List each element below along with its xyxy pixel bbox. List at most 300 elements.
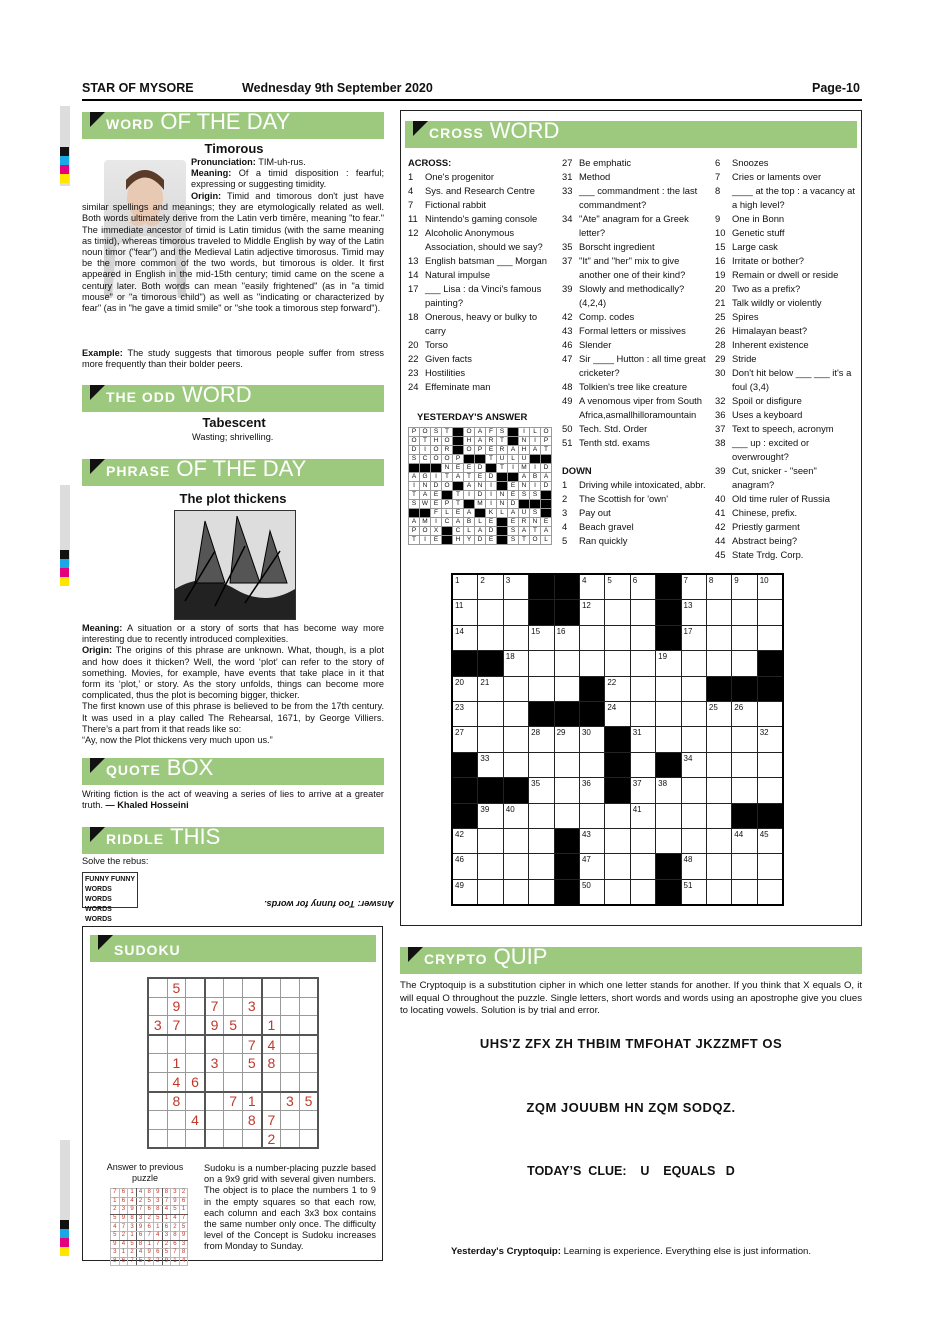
answer-cell: 6 [162,1223,171,1232]
answer-cell: I [530,437,541,446]
crossword-cell[interactable] [656,828,681,853]
crossword-cell[interactable] [630,803,655,828]
crossword-cell[interactable] [732,574,757,600]
sudoku-cell[interactable] [299,1072,318,1091]
sudoku-cell[interactable] [242,1072,261,1091]
crossword-cell[interactable] [706,778,731,803]
crossword-cell[interactable] [529,676,554,701]
sudoku-cell[interactable] [148,1072,167,1091]
crossword-cell[interactable] [732,828,757,853]
crossword-cell[interactable] [656,651,681,676]
clue-item [562,240,707,254]
clue-item [562,492,707,506]
sudoku-cell[interactable]: 3 [281,1092,300,1111]
answer-cell: 6 [145,1223,154,1232]
crossword-cell[interactable] [579,625,604,650]
crossword-cell[interactable] [503,600,528,625]
sudoku-cell[interactable] [148,1111,167,1130]
crossword-cell[interactable] [503,879,528,905]
crossword-cell [554,854,579,879]
crossword-cell[interactable] [452,600,478,625]
crossword-cell[interactable] [605,879,630,905]
crossword-cell[interactable] [656,701,681,726]
answer-cell: T [453,491,464,500]
crossword-cell[interactable] [478,727,503,752]
crossword-cell[interactable] [579,778,604,803]
answer-cell: P [442,500,453,509]
riddle-answer: Answer: Too funny for words. [264,899,394,909]
crossword-cell[interactable] [579,854,604,879]
answer-cell: M [475,500,486,509]
answer-cell: M [420,518,431,527]
sudoku-cell[interactable] [205,1072,224,1091]
crossword-cell[interactable] [681,727,706,752]
crossword-cell[interactable] [757,778,783,803]
sudoku-grid[interactable] [147,977,319,1149]
answer-cell: S [508,536,519,545]
sudoku-cell[interactable] [148,1092,167,1111]
crossword-cell[interactable] [478,676,503,701]
answer-cell: O [431,455,442,464]
crossword-cell[interactable] [554,625,579,650]
crossword-cell[interactable] [757,828,783,853]
crossword-cell [452,651,478,676]
crossword-cell[interactable] [706,854,731,879]
answer-cell: O [420,527,431,536]
clue-number: 14 [408,269,419,280]
sudoku-cell[interactable] [299,1111,318,1130]
crossword-cell[interactable] [503,828,528,853]
crossword-cell[interactable] [452,828,478,853]
crossword-cell[interactable] [732,651,757,676]
sudoku-cell[interactable] [262,978,281,997]
sudoku-cell[interactable] [167,1129,186,1148]
crossword-cell[interactable] [529,727,554,752]
sudoku-cell[interactable] [186,997,205,1016]
crossword-cell[interactable] [630,625,655,650]
crossword-cell[interactable] [656,727,681,752]
crossword-cell[interactable] [529,854,554,879]
cell-number: 51 [683,880,693,890]
sudoku-cell[interactable] [186,1129,205,1148]
crossword-cell[interactable] [452,727,478,752]
sudoku-cell[interactable] [281,1072,300,1091]
crossword-cell[interactable] [681,803,706,828]
answer-cell: 6 [119,1189,128,1198]
sudoku-cell[interactable]: 2 [262,1129,281,1148]
answer-cell: O [420,428,431,437]
crossword-cell[interactable] [630,676,655,701]
crossword-cell [656,752,681,777]
crossword-cell[interactable] [605,854,630,879]
sudoku-cell[interactable] [148,978,167,997]
clue-item [562,254,707,282]
sudoku-cell[interactable] [281,978,300,997]
sudoku-cell[interactable] [205,978,224,997]
crossword-cell[interactable] [529,803,554,828]
sudoku-cell[interactable] [281,1111,300,1130]
clue-number: 27 [562,157,573,168]
sudoku-cell[interactable]: 8 [167,1092,186,1111]
crossword-cell[interactable] [503,676,528,701]
clue-number: 20 [408,339,419,350]
clue-item [562,380,707,394]
sudoku-cell[interactable] [299,1016,318,1035]
sudoku-cell[interactable] [167,1111,186,1130]
answer-cell: N [497,491,508,500]
clue-number: 2 [562,493,568,504]
answer-cell [442,536,453,545]
crossword-cell[interactable] [681,574,706,600]
crossword-cell[interactable] [605,828,630,853]
sudoku-cell[interactable] [224,1072,243,1091]
sudoku-cell[interactable]: 9 [205,1016,224,1035]
crossword-cell[interactable] [681,879,706,905]
crossword-cell[interactable] [452,701,478,726]
sudoku-cell[interactable]: 4 [186,1111,205,1130]
sudoku-cell[interactable] [299,997,318,1016]
crossword-cell [656,574,681,600]
crossword-cell[interactable] [554,727,579,752]
sudoku-cell[interactable] [281,997,300,1016]
crossword-cell[interactable] [630,879,655,905]
sudoku-cell[interactable]: 5 [167,978,186,997]
crossword-cell[interactable] [605,625,630,650]
clue-number: 4 [562,521,568,532]
answer-cell: E [431,491,442,500]
crossword-cell[interactable] [605,701,630,726]
answer-cell [497,473,508,482]
crossword-cell[interactable] [452,854,478,879]
crossword-cell[interactable] [529,828,554,853]
crossword-cell[interactable] [579,828,604,853]
sudoku-cell[interactable]: 8 [262,1054,281,1073]
crossword-cell[interactable] [503,701,528,726]
crossword-cell[interactable] [605,676,630,701]
sudoku-cell[interactable] [224,1054,243,1073]
crossword-cell[interactable] [579,600,604,625]
crossword-cell[interactable] [478,701,503,726]
answer-cell: 4 [162,1206,171,1215]
sudoku-cell[interactable] [224,1111,243,1130]
answer-cell: R [442,446,453,455]
sudoku-cell[interactable] [299,1129,318,1148]
cell-number: 31 [632,728,642,738]
crossword-cell[interactable] [554,752,579,777]
clue-text: Stride [732,353,757,364]
sudoku-cell[interactable] [205,1129,224,1148]
sudoku-cell[interactable] [262,1072,281,1091]
sudoku-cell[interactable]: 7 [262,1111,281,1130]
clue-number: 5 [562,535,568,546]
clue-number: 22 [408,353,419,364]
sudoku-cell[interactable] [242,1129,261,1148]
sudoku-cell[interactable] [148,1054,167,1073]
crossword-cell[interactable] [478,600,503,625]
answer-cell: E [431,536,442,545]
crossword-cell[interactable] [503,625,528,650]
sudoku-cell[interactable] [242,1016,261,1035]
crossword-cell[interactable] [706,727,731,752]
crossword-cell[interactable] [478,803,503,828]
crossword-cell[interactable] [630,828,655,853]
crossword-cell[interactable] [605,574,630,600]
answer-cell: A [475,437,486,446]
crossword-cell[interactable] [478,625,503,650]
crossword-cell[interactable] [478,752,503,777]
answer-cell: B [464,518,475,527]
crossword-cell[interactable] [681,701,706,726]
answer-cell: B [530,473,541,482]
crossword-cell[interactable] [732,727,757,752]
answer-cell: P [409,527,420,536]
crossword-cell[interactable] [579,879,604,905]
crossword-cell[interactable] [757,854,783,879]
crossword-cell[interactable] [706,625,731,650]
crossword-cell[interactable] [579,574,604,600]
color-registration-mark [60,550,69,586]
crossword-cell[interactable] [630,727,655,752]
crossword-grid[interactable] [451,573,784,906]
crossword-cell[interactable] [478,854,503,879]
clue-number: 6 [715,157,721,168]
sudoku-cell[interactable]: 1 [242,1092,261,1111]
crossword-cell[interactable] [529,752,554,777]
crossword-cell[interactable] [554,651,579,676]
crossword-cell[interactable] [579,727,604,752]
sudoku-cell[interactable]: 8 [242,1111,261,1130]
crossword-cell[interactable] [706,651,731,676]
sudoku-cell[interactable] [205,1111,224,1130]
clue-text: ____ at the top : a vacancy at a high level? [732,185,856,210]
sudoku-cell[interactable] [148,1035,167,1054]
crossword-cell[interactable] [656,676,681,701]
crossword-cell[interactable] [656,803,681,828]
crossword-cell[interactable] [452,625,478,650]
answer-cell: N [442,464,453,473]
sudoku-cell[interactable]: 5 [242,1054,261,1073]
crossword-cell[interactable] [732,625,757,650]
answer-cell: 9 [136,1223,145,1232]
answer-cell: 7 [128,1257,137,1266]
answer-cell: 8 [128,1214,137,1223]
sudoku-cell[interactable] [224,1129,243,1148]
sudoku-cell[interactable] [205,1035,224,1054]
sudoku-cell[interactable]: 5 [299,1092,318,1111]
sudoku-cell[interactable]: 6 [186,1072,205,1091]
crossword-cell[interactable] [579,651,604,676]
crossword-cell[interactable] [529,778,554,803]
crossword-cell[interactable] [630,854,655,879]
clue-number: 16 [715,255,726,266]
crossword-cell[interactable] [706,600,731,625]
crossword-cell[interactable] [757,879,783,905]
sudoku-cell[interactable] [205,1092,224,1111]
cell-number: 48 [683,855,693,865]
sudoku-cell[interactable] [186,978,205,997]
crossword-cell[interactable] [681,752,706,777]
crossword-cell[interactable] [656,778,681,803]
crossword-cell[interactable] [757,600,783,625]
answer-cell: 1 [179,1206,188,1215]
crossword-cell[interactable] [732,879,757,905]
sudoku-cell[interactable]: 1 [262,1016,281,1035]
sudoku-cell[interactable]: 5 [224,1016,243,1035]
sudoku-cell[interactable]: 9 [167,997,186,1016]
crossword-cell[interactable] [452,879,478,905]
sudoku-cell[interactable]: 7 [167,1016,186,1035]
sudoku-cell[interactable] [281,1129,300,1148]
answer-cell: A [519,527,530,536]
cell-number: 15 [531,626,541,636]
crossword-cell[interactable] [732,701,757,726]
crossword-cell[interactable] [478,828,503,853]
sudoku-cell[interactable] [224,978,243,997]
crossword-cell[interactable] [757,701,783,726]
crossword-cell[interactable] [605,600,630,625]
sudoku-cell[interactable] [242,978,261,997]
sudoku-cell[interactable]: 3 [242,997,261,1016]
crossword-cell[interactable] [757,727,783,752]
crossword-cell[interactable] [579,803,604,828]
crossword-cell[interactable] [681,828,706,853]
clue-number: 1 [562,479,568,490]
crossword-cell[interactable] [681,778,706,803]
answer-cell: A [541,527,552,536]
crossword-cell[interactable] [630,752,655,777]
crossword-cell[interactable] [757,752,783,777]
riddle-banner: RIDDLE THIS [82,827,384,854]
sudoku-cell[interactable] [262,1092,281,1111]
crossword-cell[interactable] [452,574,478,600]
sudoku-cell[interactable] [167,1035,186,1054]
answer-cell: N [497,500,508,509]
word-of-day-details: Pronunciation: TIM-uh-rus. Meaning: Of a timid disposition : fearful; expressing or suggesting timidity. [191,157,384,190]
crossword-cell[interactable] [554,803,579,828]
sudoku-cell[interactable]: 1 [167,1054,186,1073]
sudoku-cell[interactable]: 4 [262,1035,281,1054]
clue-number: 37 [562,255,573,266]
sudoku-cell[interactable] [281,1054,300,1073]
crossword-cell[interactable] [579,752,604,777]
sudoku-cell[interactable]: 7 [205,997,224,1016]
answer-cell: L [541,536,552,545]
crossword-cell[interactable] [681,600,706,625]
crossword-cell[interactable] [529,651,554,676]
crossword-cell[interactable] [681,854,706,879]
crossword-cell[interactable] [706,828,731,853]
sudoku-cell[interactable]: 3 [148,1016,167,1035]
crossword-cell[interactable] [554,778,579,803]
crossword-cell[interactable] [630,778,655,803]
crossword-cell[interactable] [503,803,528,828]
cell-number: 50 [581,880,591,890]
clue-text: Sys. and Research Centre [425,185,535,196]
crossword-cell[interactable] [706,803,731,828]
crossword-cell[interactable] [630,600,655,625]
sudoku-cell[interactable]: 7 [224,1092,243,1111]
sudoku-cell[interactable] [148,1129,167,1148]
crossword-cell[interactable] [554,676,579,701]
sudoku-cell[interactable]: 3 [205,1054,224,1073]
quote-text: Writing fiction is the act of weaving a series of lies to arrive at a greater truth. — Khaled Hosseini [82,789,384,811]
answer-cell: I [420,446,431,455]
crossword-cell[interactable] [630,651,655,676]
crossword-cell[interactable] [478,879,503,905]
sudoku-cell[interactable] [186,1054,205,1073]
answer-cell: 7 [162,1197,171,1206]
sudoku-cell[interactable] [299,1054,318,1073]
sudoku-cell[interactable] [224,997,243,1016]
crossword-cell[interactable] [757,625,783,650]
crossword-cell[interactable] [503,854,528,879]
sudoku-cell[interactable]: 7 [242,1035,261,1054]
sudoku-cell[interactable] [299,978,318,997]
answer-cell: A [409,518,420,527]
crossword-cell[interactable] [452,676,478,701]
clue-item [408,254,556,268]
crossword-cell[interactable] [681,625,706,650]
clue-text: Tenth std. exams [579,437,650,448]
answer-cell: F [486,428,497,437]
crossword-cell[interactable] [503,752,528,777]
crossword-cell[interactable] [681,676,706,701]
crossword-cell[interactable] [605,651,630,676]
crossword-cell[interactable] [478,574,503,600]
answer-cell: 6 [153,1249,162,1258]
crossword-cell[interactable] [706,701,731,726]
crossword-cell[interactable] [706,574,731,600]
clue-number: 42 [562,311,573,322]
sudoku-cell[interactable] [186,1092,205,1111]
crossword-cell[interactable] [630,701,655,726]
sudoku-cell[interactable] [299,1035,318,1054]
sudoku-cell[interactable] [281,1016,300,1035]
answer-cell: 1 [128,1231,137,1240]
crossword-cell[interactable] [529,625,554,650]
crossword-cell[interactable] [732,778,757,803]
answer-cell: A [530,446,541,455]
clue-number: 26 [715,325,726,336]
crossword-cell[interactable] [757,574,783,600]
crossword-cell[interactable] [503,574,528,600]
crossword-cell[interactable] [681,651,706,676]
clue-item [408,282,556,310]
sudoku-cell[interactable] [224,1035,243,1054]
sudoku-cell[interactable] [262,997,281,1016]
crossword-cell[interactable] [529,879,554,905]
crossword-cell[interactable] [706,879,731,905]
sudoku-cell[interactable]: 4 [167,1072,186,1091]
crossword-cell[interactable] [630,574,655,600]
crossword-cell[interactable] [706,752,731,777]
sudoku-cell[interactable] [281,1035,300,1054]
crossword-cell[interactable] [503,727,528,752]
sudoku-cell[interactable] [186,1016,205,1035]
answer-cell: N [530,518,541,527]
crossword-cell[interactable] [732,854,757,879]
answer-cell: 2 [136,1197,145,1206]
crossword-cell[interactable] [605,803,630,828]
crossword-cell [554,574,579,600]
crossword-cell[interactable] [732,600,757,625]
sudoku-cell[interactable] [148,997,167,1016]
crossword-cell[interactable] [503,651,528,676]
odd-word-definition: Wasting; shrivelling. [192,432,274,442]
clue-number: 30 [715,367,726,378]
sudoku-cell[interactable] [186,1035,205,1054]
crossword-cell[interactable] [732,752,757,777]
